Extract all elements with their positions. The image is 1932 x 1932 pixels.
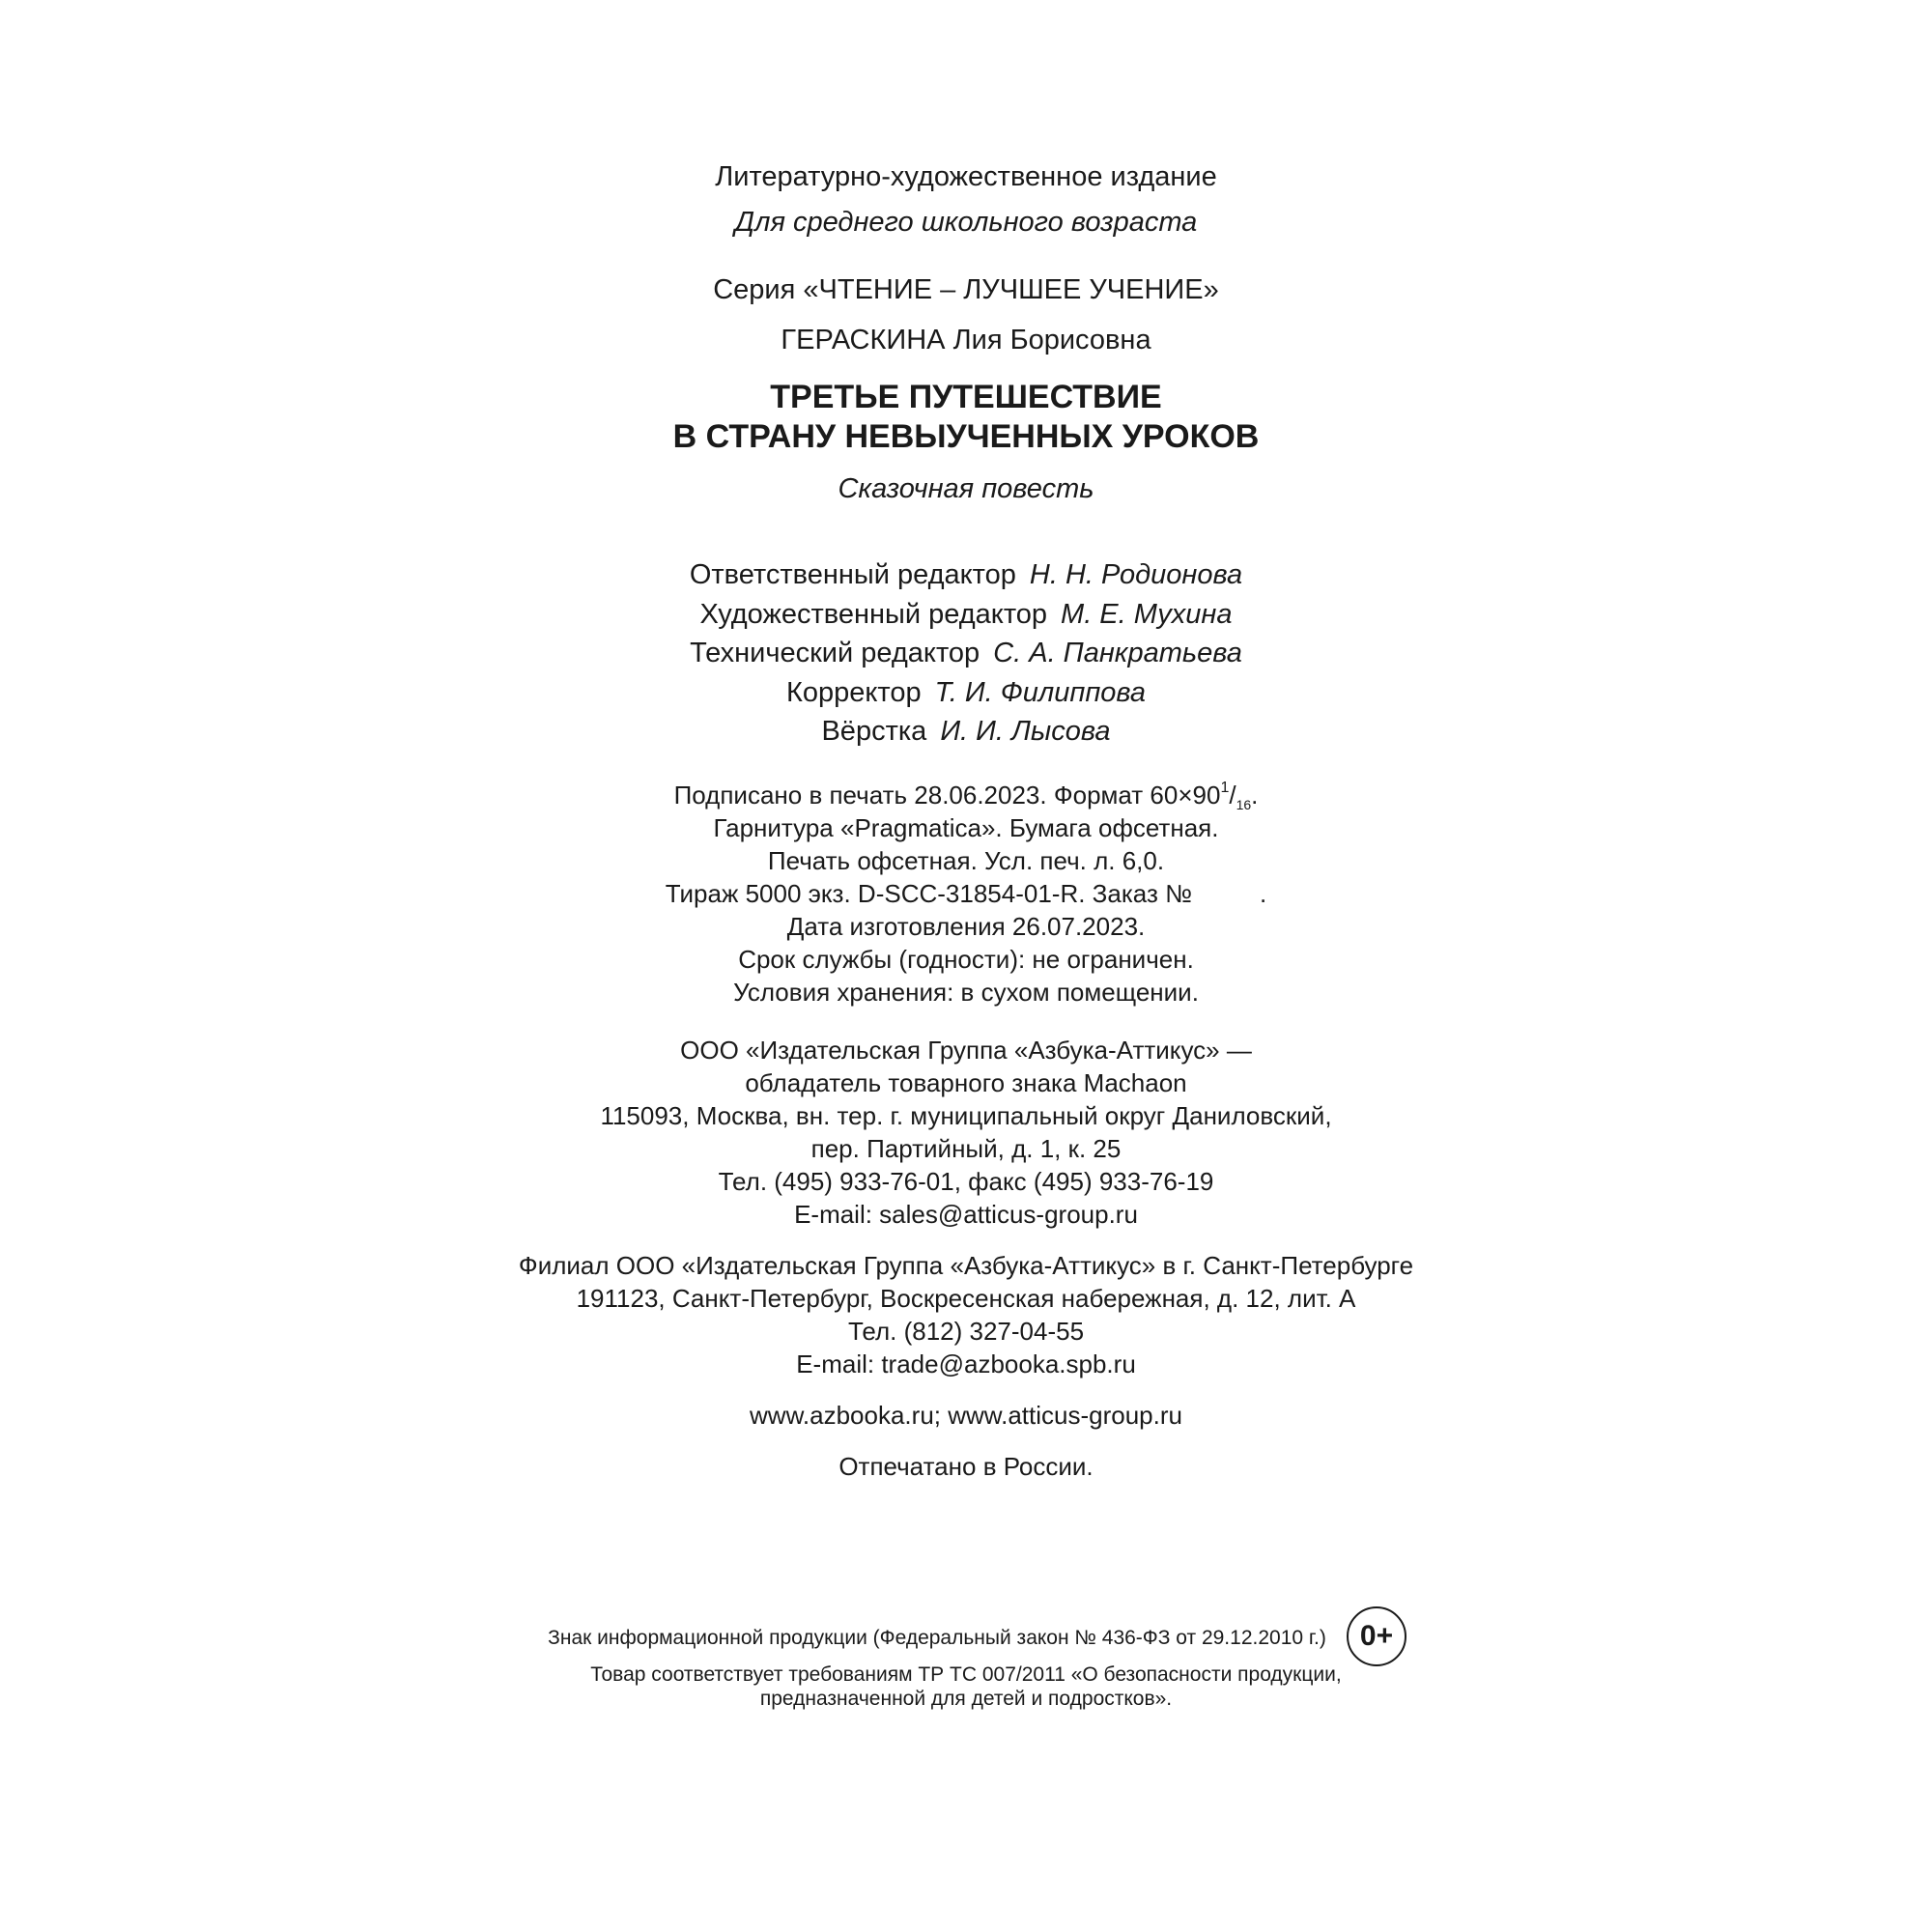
credit-line bbox=[0, 677, 1932, 709]
credit-name: Т. И. Филиппова bbox=[934, 677, 1147, 708]
storage-conditions: Условия хранения: в сухом помещении. bbox=[733, 978, 1199, 1007]
branch-phone: Тел. (812) 327-04-55 bbox=[847, 1317, 1085, 1346]
credit-name: М. Е. Мухина bbox=[1061, 599, 1233, 630]
credit-name: И. И. Лысова bbox=[940, 716, 1111, 747]
publisher-address-1: 115093, Москва, вн. тер. г. муниципальный округ Даниловский, bbox=[600, 1101, 1332, 1130]
series: Серия «ЧТЕНИЕ – ЛУЧШЕЕ УЧЕНИЕ» bbox=[713, 274, 1219, 305]
age-rating-badge: 0+ bbox=[1347, 1606, 1406, 1666]
print-signed-end: . bbox=[1251, 781, 1259, 810]
printed-in: Отпечатано в России. bbox=[838, 1452, 1094, 1481]
book-title-line-2: В СТРАНУ НЕВЫУЧЕННЫХ УРОКОВ bbox=[672, 418, 1260, 455]
order-end: . bbox=[1260, 879, 1267, 908]
genre: Сказочная повесть bbox=[838, 473, 1094, 504]
websites: www.azbooka.ru; www.atticus-group.ru bbox=[750, 1401, 1182, 1430]
compliance-line-1: Товар соответствует требованиям ТР ТС 007/2011 «О безопасности продукции, bbox=[590, 1663, 1342, 1686]
format-denominator: 16 bbox=[1236, 797, 1252, 812]
credit-name: Н. Н. Родионова bbox=[1029, 559, 1243, 590]
credit-line bbox=[0, 559, 1932, 591]
credit-role: Вёрстка bbox=[821, 716, 927, 747]
credit-name: С. А. Панкратьева bbox=[993, 638, 1242, 668]
author: ГЕРАСКИНА Лия Борисовна bbox=[781, 325, 1151, 355]
format-numerator: 1 bbox=[1220, 780, 1230, 796]
publisher-email: E-mail: sales@atticus-group.ru bbox=[794, 1200, 1138, 1229]
shelf-life: Срок службы (годности): не ограничен. bbox=[738, 945, 1194, 974]
compliance-line-2: предназначенной для детей и подростков». bbox=[759, 1688, 1173, 1710]
audience: Для среднего школьного возраста bbox=[734, 207, 1198, 238]
print-run-text: Тираж 5000 экз. D-SCC-31854-01-R. Заказ № bbox=[665, 879, 1192, 908]
publisher-address-2: пер. Партийный, д. 1, к. 25 bbox=[810, 1134, 1122, 1163]
credit-role: Корректор bbox=[785, 677, 922, 708]
credit-line bbox=[0, 716, 1932, 748]
print-run-line bbox=[0, 879, 1932, 909]
print-signed-text: Подписано в печать 28.06.2023. Формат 60×90 bbox=[673, 781, 1221, 810]
book-title-line-1: ТРЕТЬЕ ПУТЕШЕСТВИЕ bbox=[770, 379, 1162, 415]
credit-role: Технический редактор bbox=[690, 638, 980, 668]
credit-line bbox=[0, 638, 1932, 669]
info-product-sign: Знак информационной продукции (Федеральный закон № 436-ФЗ от 29.12.2010 г.) bbox=[548, 1627, 1326, 1649]
publisher-phone: Тел. (495) 933-76-01, факс (495) 933-76-19 bbox=[718, 1167, 1214, 1196]
print-signed-line: Подписано в печать 28.06.2023. Формат $60\times 90^1/_{16}$. bbox=[673, 780, 1259, 812]
credit-role: Ответственный редактор bbox=[689, 559, 1016, 590]
publisher-trademark: обладатель товарного знака Machaon bbox=[745, 1068, 1187, 1097]
publisher-name: ООО «Издательская Группа «Азбука-Аттикус» — bbox=[680, 1036, 1252, 1065]
branch-email: E-mail: trade@azbooka.spb.ru bbox=[796, 1350, 1136, 1378]
manufacture-date: Дата изготовления 26.07.2023. bbox=[786, 912, 1146, 941]
print-sheets: Печать офсетная. Усл. печ. л. 6,0. bbox=[767, 846, 1165, 875]
credit-role: Художественный редактор bbox=[699, 599, 1048, 630]
credit-line bbox=[0, 599, 1932, 631]
branch-address: 191123, Санкт-Петербург, Воскресенская набережная, д. 12, лит. А bbox=[576, 1284, 1356, 1313]
edition-type: Литературно-художественное издание bbox=[715, 161, 1217, 192]
typeface-paper: Гарнитура «Pragmatica». Бумага офсетная. bbox=[713, 813, 1219, 842]
branch-name: Филиал ООО «Издательская Группа «Азбука-Аттикус» в г. Санкт-Петербурге bbox=[518, 1251, 1414, 1280]
